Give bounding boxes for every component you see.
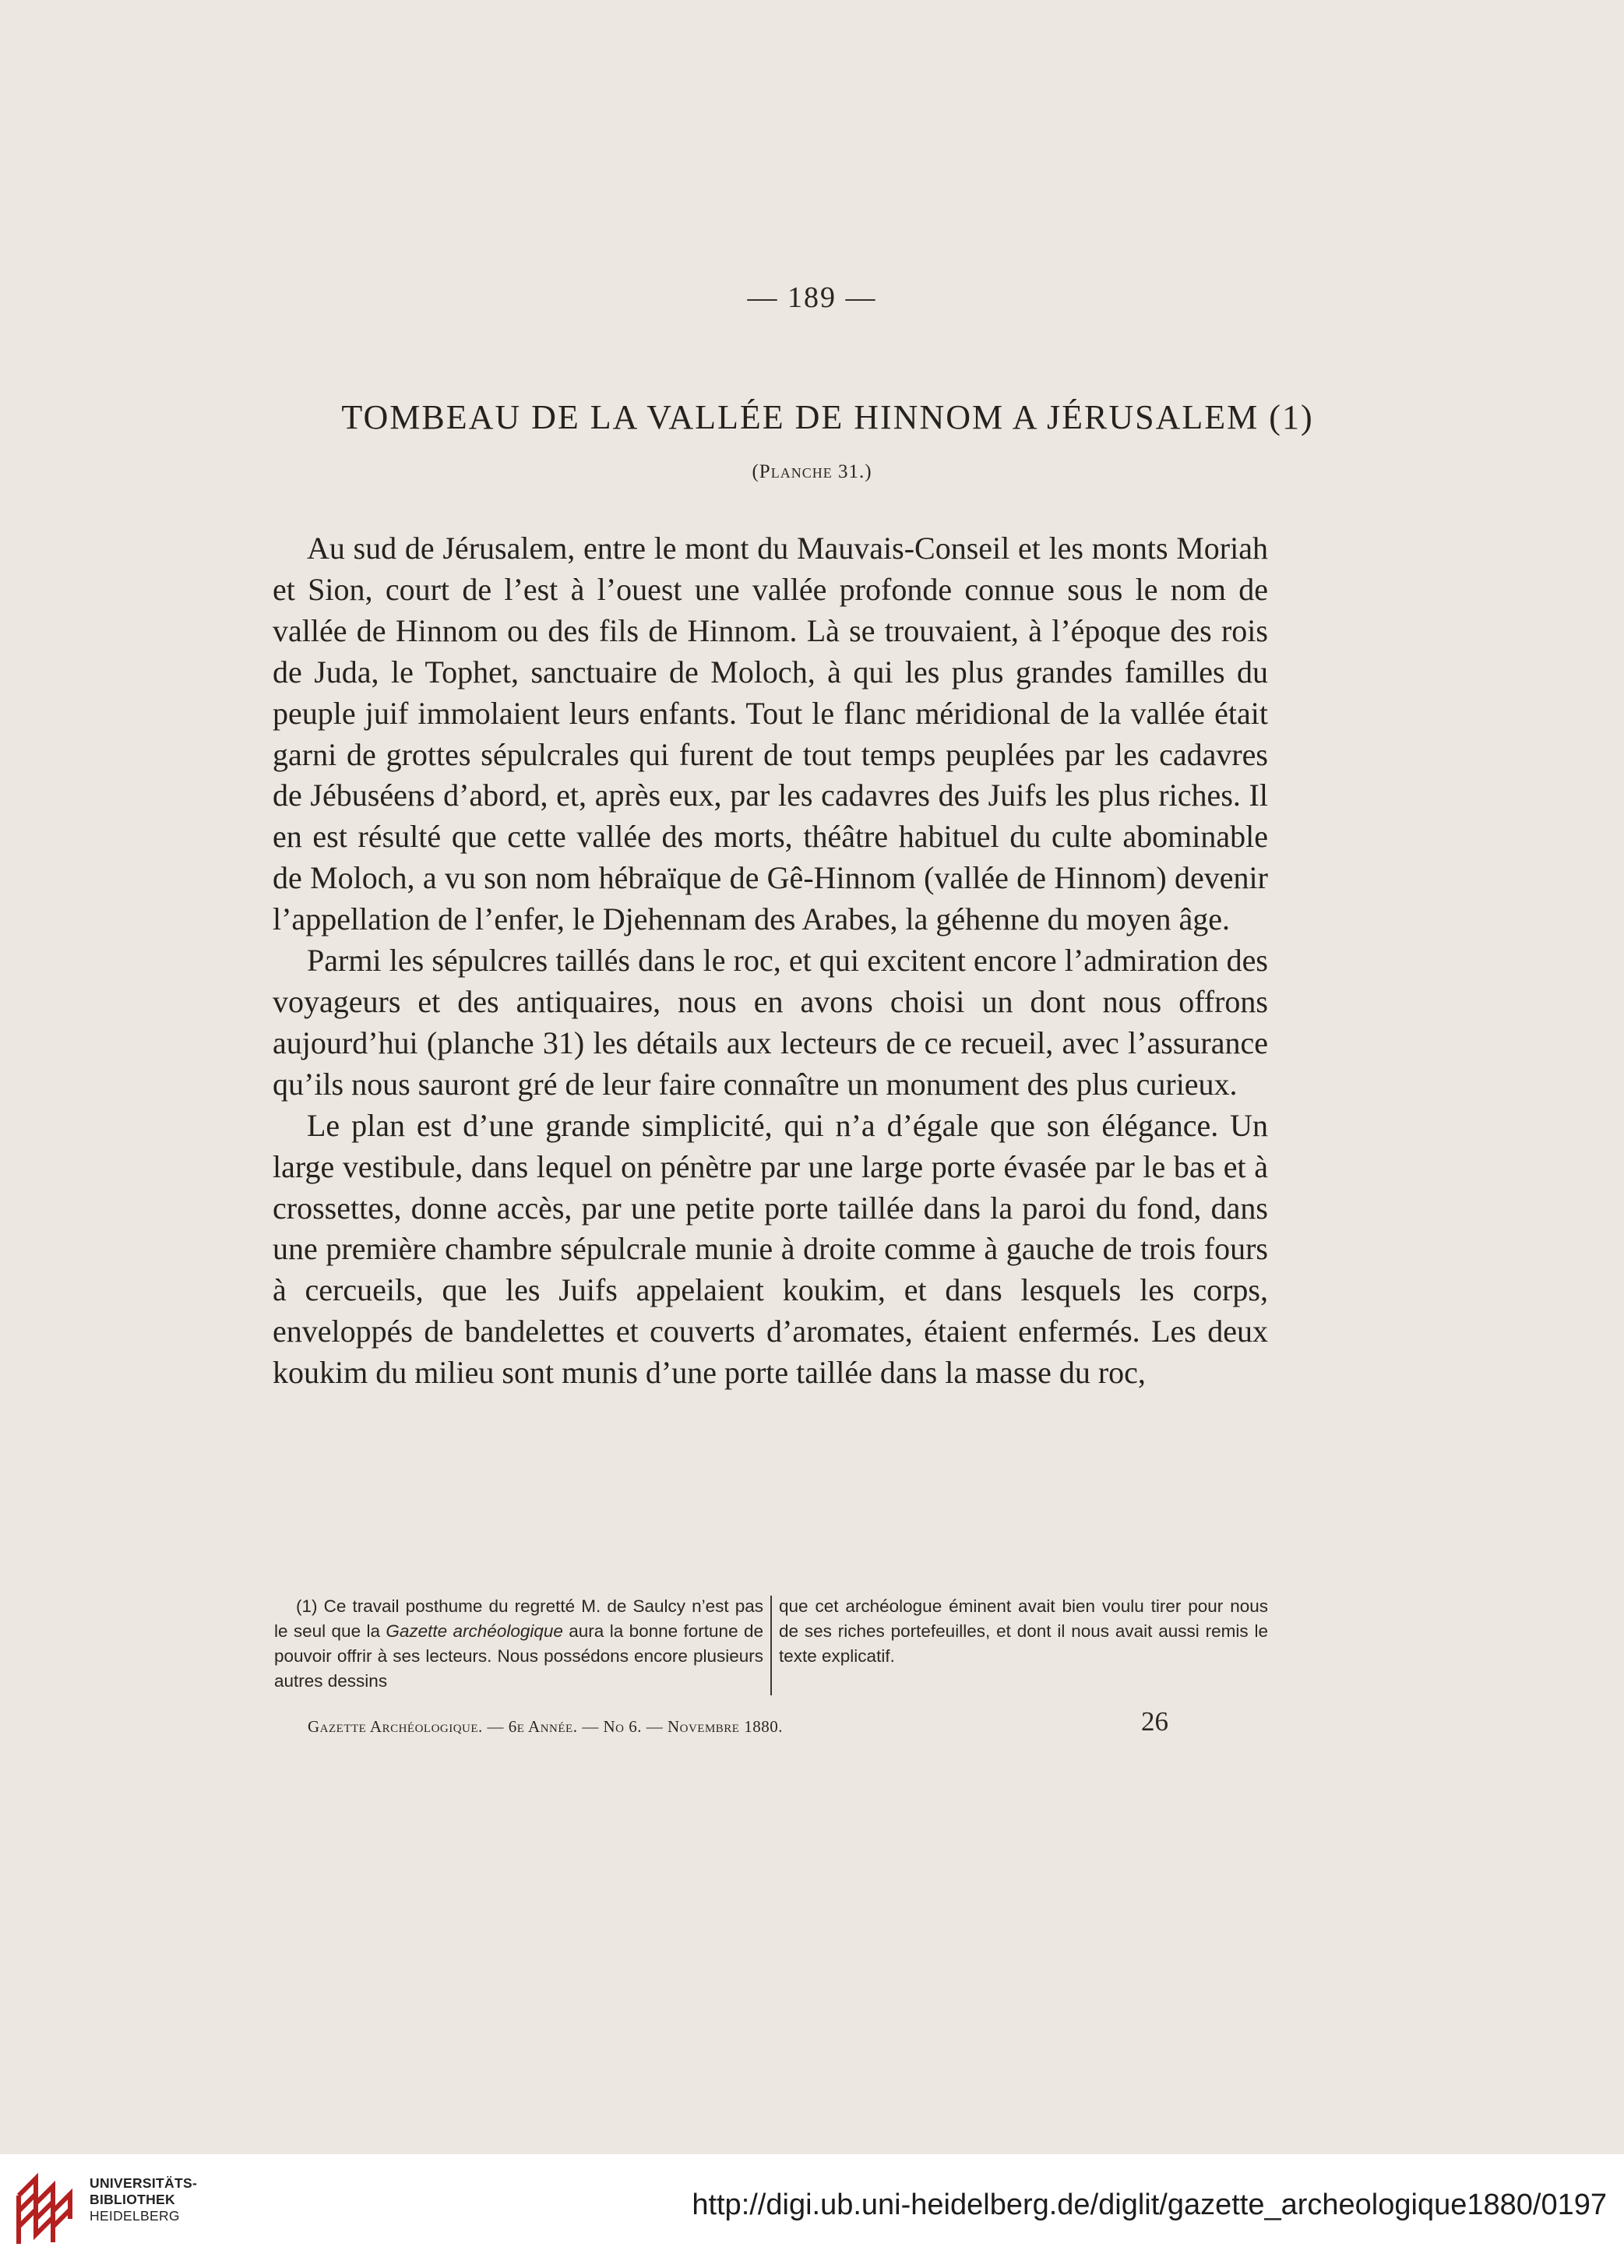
library-name-line: HEIDELBERG [90, 2208, 180, 2224]
footnote-text: aura la bonne fortune de pouvoir offrir à ses lecteurs. Nous possédons encore plusieurs autres dessins [274, 1621, 763, 1691]
footnote-left-column [274, 1594, 763, 1694]
footnote-right-column: que cet archéologue éminent avait bien voulu tirer pour nous de ses riches portefeuilles, et dont il nous avait aussi remis le texte explicatif. [779, 1596, 1268, 1666]
library-name [90, 2175, 197, 2224]
library-name-line: BIBLIOTHEK [90, 2192, 175, 2207]
plate-reference: (Planche 31.) [752, 461, 872, 482]
paragraph: Le plan est d’une grande simplicité, qui n’a d’égale que son élégance. Un large vestibule, dans lequel on pénètre par une large porte évasée par le bas et à crossettes, donne accès, par une petite porte taillée dans la paroi du fond, dans une première chambre sépulcrale munie à droite comme à gauche de trois fours à cercueils, que les Juifs appelaient koukim, et dans lesquels les corps, enveloppés de bandelettes et couverts d’aromates, étaient enfermés. Les deux koukim du milieu sont munis d’une porte taillée dans la masse du roc, [273, 1107, 1268, 1391]
library-name-line: UNIVERSITÄTS- [90, 2175, 198, 2191]
footnote-text: (1) Ce travail posthume du regretté M. de Saulcy n’est pas le seul que la [274, 1596, 763, 1641]
source-url-link[interactable]: http://digi.ub.uni-heidelberg.de/diglit/gazette_archeologique1880/0197 [692, 2189, 1607, 2221]
page-number: — 189 — [747, 281, 877, 314]
library-logo-icon [12, 2163, 84, 2256]
sheet-number: 26 [1141, 1706, 1168, 1737]
footnote-divider [770, 1596, 772, 1695]
paragraph: Parmi les sépulcres taillés dans le roc, et qui excitent encore l’admiration des voyageurs et des antiquaires, nous en avons choisi un dont nous offrons aujourd’hui (planche 31) les détails aux lecteurs de ce recueil, avec l’assurance qu’ils nous sauront gré de leur faire connaître un monument des plus curieux. [273, 943, 1268, 1102]
footnote-journal-title: Gazette archéologique [386, 1621, 563, 1641]
article-body [273, 528, 1268, 1394]
paragraph: Au sud de Jérusalem, entre le mont du Mauvais-Conseil et les monts Moriah et Sion, court de l’est à l’ouest une vallée profonde connue sous le nom de vallée de Hinnom ou des fils de Hinnom. Là se trouvaient, à l’époque des rois de Juda, le Tophet, sanctuaire de Moloch, à qui les plus grandes familles du peuple juif immolaient leurs enfants. Tout le flanc méridional de la vallée était garni de grottes sépulcrales qui furent de tout temps peuplées par les cadavres de Jébuséens d’abord, et, après eux, par les cadavres des Juifs les plus riches. Il en est résulté que cette vallée des morts, théâtre habituel du culte abominable de Moloch, a vu son nom hébraïque de Gê-Hinnom (vallée de Hinnom) devenir l’appellation de l’enfer, le Djehennam des Arabes, la géhenne du moyen âge. [273, 531, 1268, 937]
article-title: TOMBEAU DE LA VALLÉE DE HINNOM A JÉRUSALEM (1) [341, 398, 1314, 436]
signature-line: Gazette Archéologique. — 6e Année. — No 6. — Novembre 1880. [308, 1717, 783, 1736]
footnote [274, 1594, 1268, 1695]
